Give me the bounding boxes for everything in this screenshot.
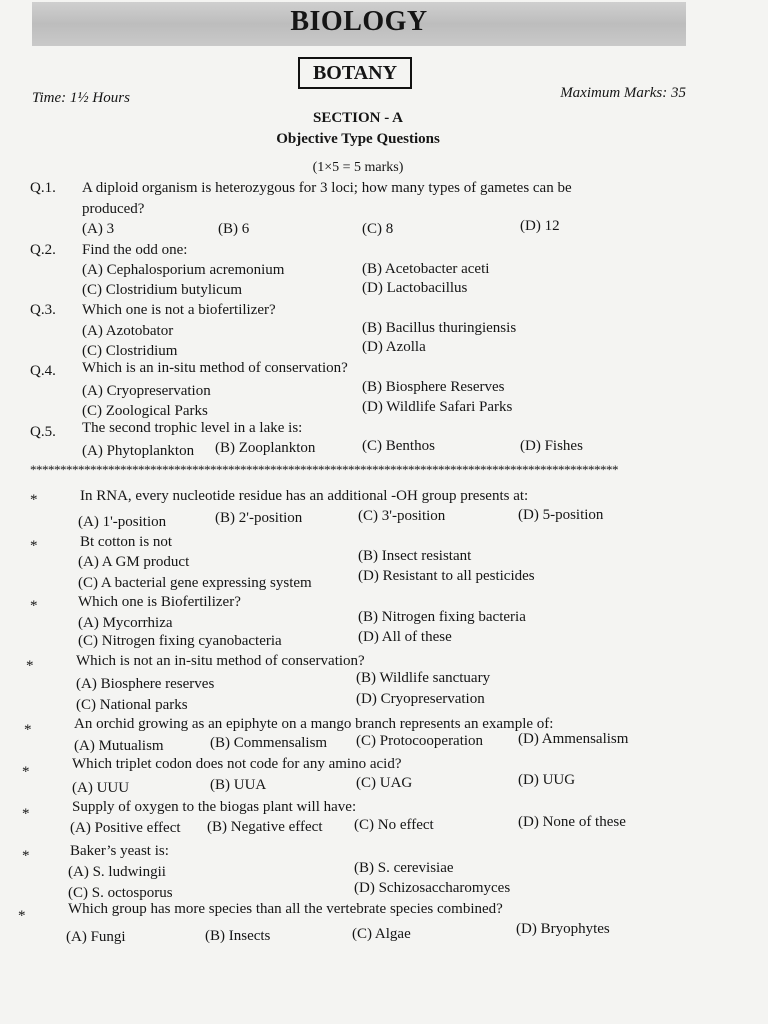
section-heading: SECTION - A bbox=[312, 110, 404, 126]
question-text: Which is not an in-situ method of conservation? bbox=[76, 653, 365, 669]
bullet-star: * bbox=[18, 908, 26, 924]
question-text: The second trophic level in a lake is: bbox=[82, 420, 303, 436]
option: (A) Cryopreservation bbox=[82, 383, 211, 399]
option: (B) 2'-position bbox=[215, 510, 303, 526]
option: (A) Mycorrhiza bbox=[78, 615, 173, 631]
question-text: Which one is not a biofertilizer? bbox=[82, 302, 276, 318]
option: (A) Positive effect bbox=[70, 820, 181, 836]
question-number: Q.5. bbox=[30, 424, 56, 440]
option: (D) Cryopreservation bbox=[356, 691, 485, 707]
option: (B) Insects bbox=[205, 928, 271, 944]
option: (C) Algae bbox=[352, 926, 411, 942]
option: (B) S. cerevisiae bbox=[354, 860, 454, 876]
question-number: Q.2. bbox=[30, 242, 56, 258]
option: (B) 6 bbox=[218, 221, 250, 237]
option: (A) 1'-position bbox=[78, 514, 167, 530]
question-text: Find the odd one: bbox=[82, 242, 188, 258]
question-text: Which triplet codon does not code for any amino acid? bbox=[72, 756, 402, 772]
max-marks-label: Maximum Marks: 35 bbox=[560, 85, 686, 101]
option: (C) UAG bbox=[356, 775, 413, 791]
option: (C) Benthos bbox=[362, 438, 435, 454]
option: (A) S. ludwingii bbox=[68, 864, 166, 880]
question-text: Which is an in-situ method of conservation? bbox=[82, 360, 348, 376]
bullet-star: * bbox=[22, 848, 30, 864]
option: (C) No effect bbox=[354, 817, 434, 833]
option: (B) Insect resistant bbox=[358, 548, 472, 564]
question-number: Q.3. bbox=[30, 302, 56, 318]
option: (A) A GM product bbox=[78, 554, 190, 570]
option: (C) A bacterial gene expressing system bbox=[78, 575, 312, 591]
option: (C) Clostridium butylicum bbox=[82, 282, 242, 298]
option: (C) 3'-position bbox=[358, 508, 446, 524]
question-text: Bt cotton is not bbox=[80, 534, 173, 550]
option: (C) Clostridium bbox=[82, 343, 178, 359]
option: (A) Azotobator bbox=[82, 323, 174, 339]
question-number: Q.1. bbox=[30, 180, 56, 196]
subject-title: BIOLOGY bbox=[290, 6, 428, 37]
option: (D) 5-position bbox=[518, 507, 604, 523]
question-type-heading: Objective Type Questions bbox=[276, 131, 440, 147]
question-text: Which group has more species than all the vertebrate species combined? bbox=[68, 901, 503, 917]
option: (B) Biosphere Reserves bbox=[362, 379, 505, 395]
option: (C) National parks bbox=[76, 697, 188, 713]
option: (D) Wildlife Safari Parks bbox=[362, 399, 513, 415]
option: (B) Wildlife sanctuary bbox=[356, 670, 491, 686]
option: (C) Nitrogen fixing cyanobacteria bbox=[78, 633, 282, 649]
bullet-star: * bbox=[22, 764, 30, 780]
bullet-star: * bbox=[22, 806, 30, 822]
question-text: Which one is Biofertilizer? bbox=[78, 594, 241, 610]
option: (C) S. octosporus bbox=[68, 885, 173, 901]
option: (D) All of these bbox=[358, 629, 452, 645]
time-label: Time: 1½ Hours bbox=[32, 90, 130, 106]
option: (D) UUG bbox=[518, 772, 576, 788]
option: (A) UUU bbox=[72, 780, 130, 796]
option: (D) Ammensalism bbox=[518, 731, 629, 747]
bullet-star: * bbox=[30, 492, 38, 508]
section-box: BOTANY bbox=[298, 57, 412, 89]
option: (A) Phytoplankton bbox=[82, 443, 195, 459]
question-text-cont: produced? bbox=[82, 201, 145, 217]
option: (B) Zooplankton bbox=[215, 440, 316, 456]
option: (D) Resistant to all pesticides bbox=[358, 568, 535, 584]
question-text: Supply of oxygen to the biogas plant will have: bbox=[72, 799, 357, 815]
option: (C) Zoological Parks bbox=[82, 403, 208, 419]
question-text: A diploid organism is heterozygous for 3 loci; how many types of gametes can be bbox=[82, 180, 572, 196]
option: (D) Bryophytes bbox=[516, 921, 610, 937]
option: (C) Protocooperation bbox=[356, 733, 484, 749]
bullet-star: * bbox=[24, 722, 32, 738]
option: (D) Azolla bbox=[362, 339, 426, 355]
option: (B) Commensalism bbox=[210, 735, 328, 751]
question-text: An orchid growing as an epiphyte on a mango branch represents an example of: bbox=[74, 716, 554, 732]
option: (A) 3 bbox=[82, 221, 115, 237]
bullet-star: * bbox=[26, 658, 34, 674]
option: (D) Lactobacillus bbox=[362, 280, 468, 296]
subject-banner bbox=[32, 2, 686, 46]
option: (A) Cephalosporium acremonium bbox=[82, 262, 285, 278]
divider-asterisks: ************************************************************************************************** bbox=[30, 462, 618, 477]
option: (B) Nitrogen fixing bacteria bbox=[358, 609, 526, 625]
option: (B) Negative effect bbox=[207, 819, 323, 835]
option: (D) Schizosaccharomyces bbox=[354, 880, 511, 896]
option: (D) None of these bbox=[518, 814, 626, 830]
option: (B) UUA bbox=[210, 777, 267, 793]
option: (A) Mutualism bbox=[74, 738, 164, 754]
marks-scheme: (1×5 = 5 marks) bbox=[312, 160, 404, 175]
question-text: Baker’s yeast is: bbox=[70, 843, 169, 859]
option: (D) Fishes bbox=[520, 438, 583, 454]
bullet-star: * bbox=[30, 538, 38, 554]
option: (A) Biosphere reserves bbox=[76, 676, 215, 692]
question-number: Q.4. bbox=[30, 363, 56, 379]
bullet-star: * bbox=[30, 598, 38, 614]
option: (B) Bacillus thuringiensis bbox=[362, 320, 517, 336]
question-text: In RNA, every nucleotide residue has an additional -OH group presents at: bbox=[80, 488, 529, 504]
option: (B) Acetobacter aceti bbox=[362, 261, 490, 277]
option: (D) 12 bbox=[520, 218, 560, 234]
option: (C) 8 bbox=[362, 221, 394, 237]
option: (A) Fungi bbox=[66, 929, 126, 945]
